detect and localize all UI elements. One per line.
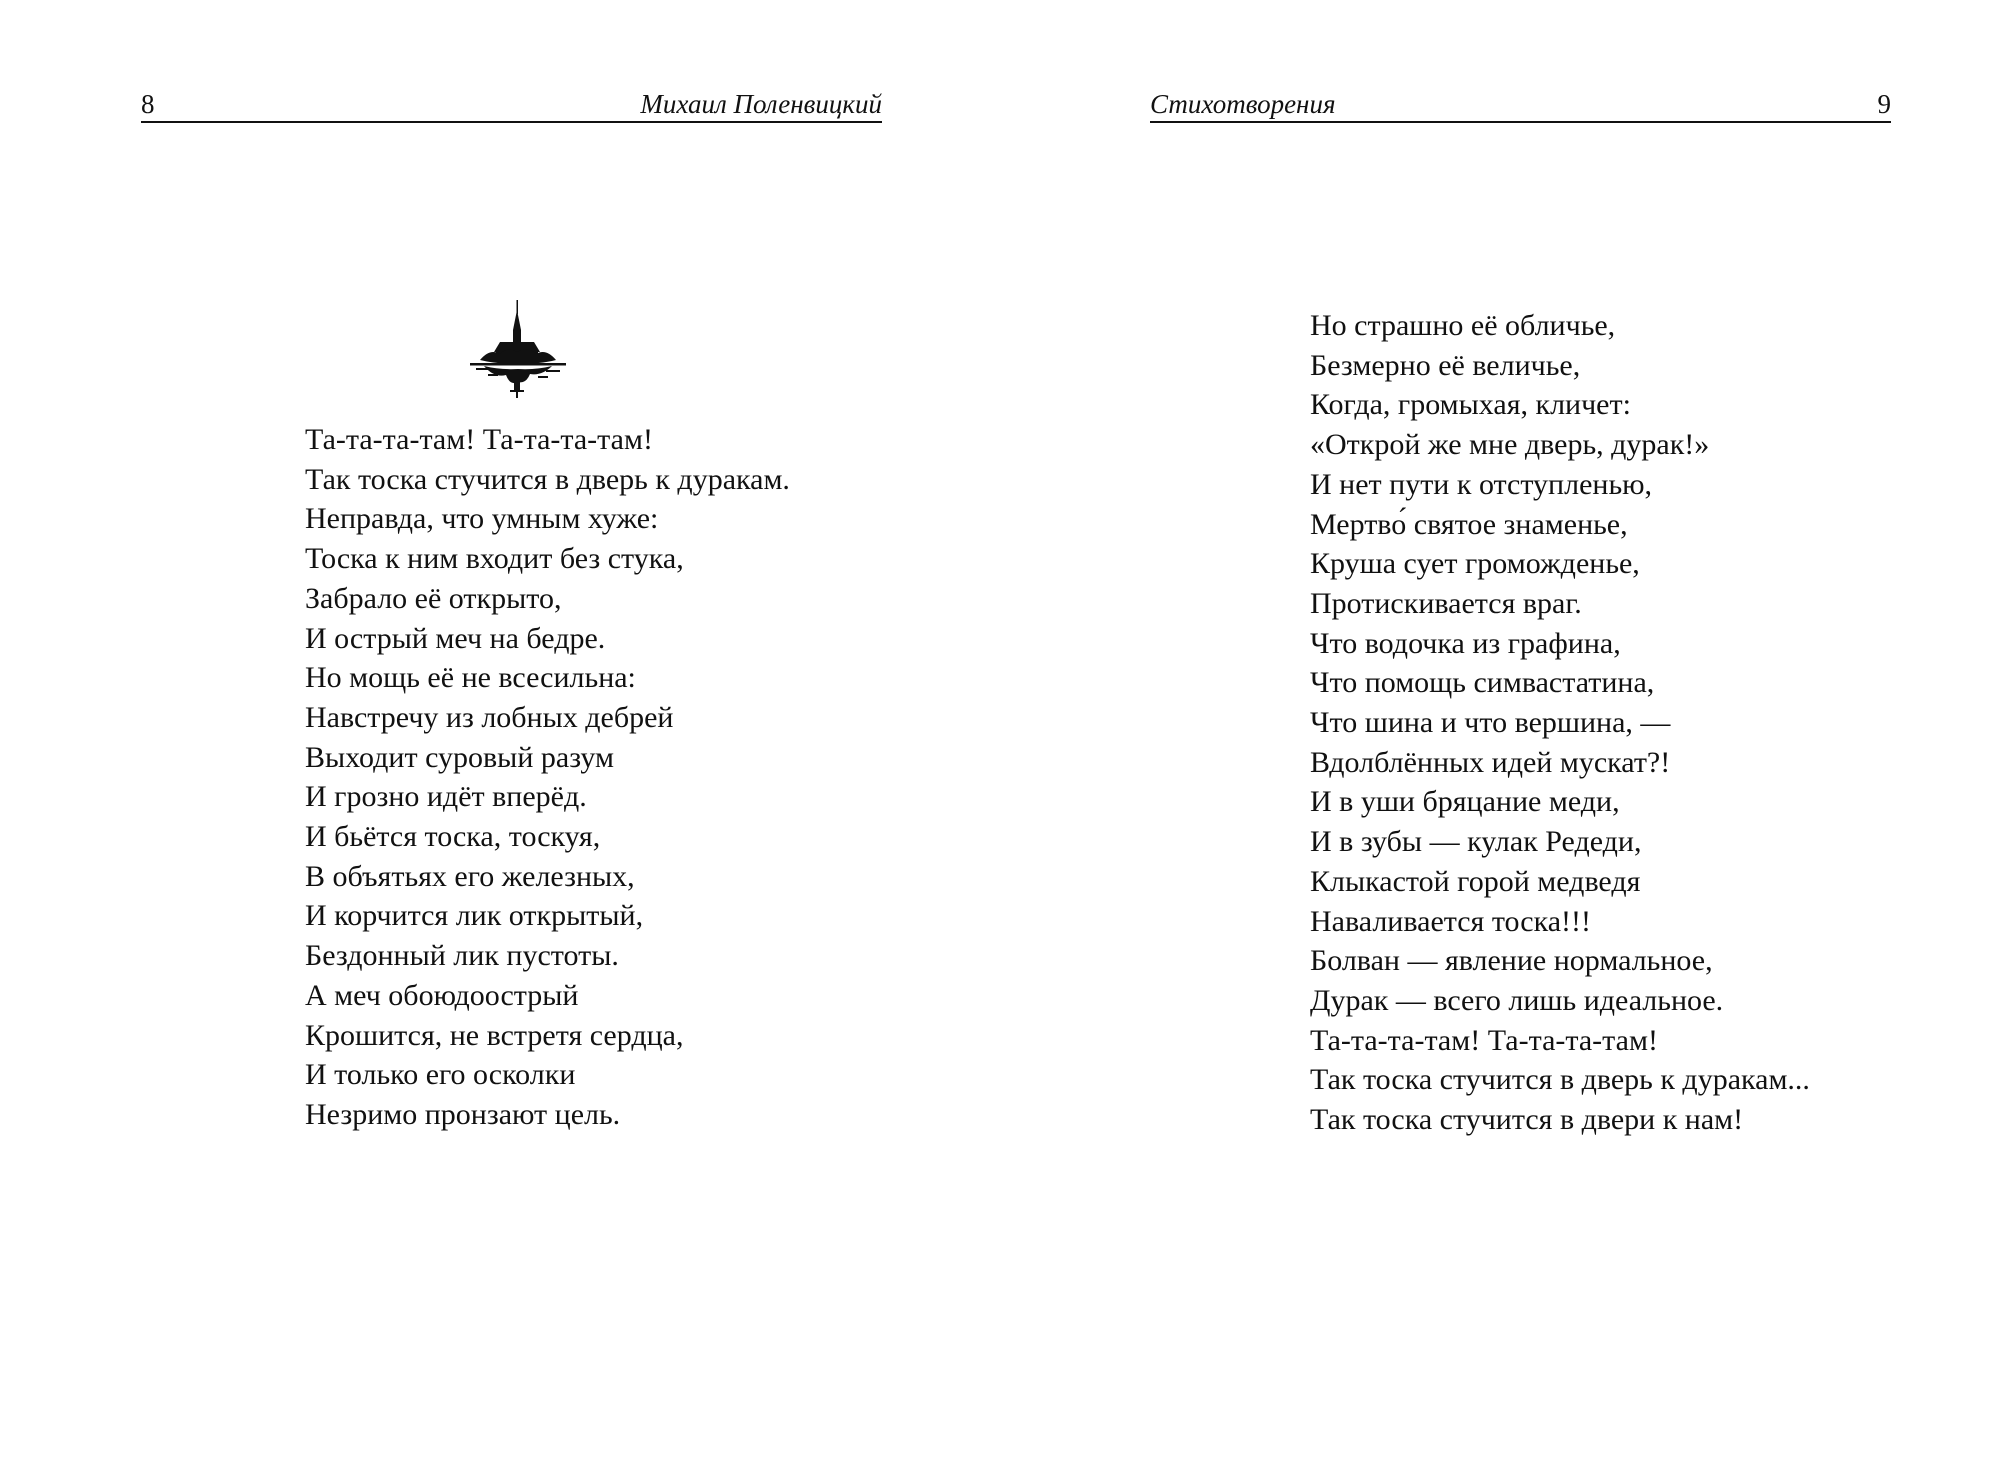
author-name: Михаил Поленвицкий: [640, 89, 882, 119]
poem-line: Что помощь симвастатина,: [1310, 666, 1655, 700]
poem-line: Неправда, что умным хуже:: [305, 502, 659, 536]
poem-line: И только его осколки: [305, 1058, 576, 1092]
poem-line: Клыкастой горой медведя: [1310, 864, 1641, 898]
poem-line: Мертво́ святое знаменье,: [1310, 507, 1628, 541]
header-rule: [1150, 121, 1891, 123]
header-rule: [141, 121, 882, 123]
poem-line: Навстречу из лобных дебрей: [305, 700, 674, 734]
poem-line: И бьётся тоска, тоскуя,: [305, 820, 601, 854]
left-running-head: [141, 86, 882, 122]
poem-line: В объятьях его железных,: [305, 859, 635, 893]
poem-line: Крошится, не встретя сердца,: [305, 1018, 684, 1052]
poem-line: Та-та-та-там! Та-та-та-там!: [1310, 1023, 1658, 1057]
poem-line: «Открой же мне дверь, дурак!»: [1310, 428, 1710, 462]
poem-line: Болван — явление нормальное,: [1310, 944, 1713, 978]
poem-line: Безмерно её величье,: [1310, 348, 1581, 382]
poem-line: Круша сует громожденье,: [1310, 547, 1640, 581]
poem-text-right: [1310, 306, 1810, 1140]
poem-line: Когда, громыхая, кличет:: [1310, 388, 1631, 422]
poem-line: Так тоска стучится в дверь к дуракам...: [1310, 1063, 1810, 1097]
poem-line: Наваливается тоска!!!: [1310, 904, 1592, 938]
poem-line: И в уши бряцание меди,: [1310, 785, 1620, 819]
poem-line: Вдолблённых идей мускат?!: [1310, 745, 1671, 779]
poem-line: И грозно идёт вперёд.: [305, 780, 587, 814]
book-title: Стихотворения: [1150, 89, 1336, 119]
poem-line: Но страшно её обличье,: [1310, 309, 1616, 342]
poem-line: Выходит суровый разум: [305, 740, 615, 774]
poem-line: И нет пути к отступленью,: [1310, 467, 1653, 501]
poem-line: Что водочка из графина,: [1310, 626, 1621, 660]
poem-line: А меч обоюдоострый: [305, 978, 579, 1012]
poem-line: Но мощь её не всесильна:: [305, 661, 636, 695]
right-running-head: [1150, 86, 1891, 122]
poem-line: Тоска к ним входит без стука,: [305, 542, 684, 576]
poem-line: Бездонный лик пустоты.: [305, 939, 619, 973]
poem-line: Та-та-та-там! Та-та-та-там!: [305, 423, 653, 456]
poem-line: Что шина и что вершина, —: [1310, 706, 1671, 740]
poem-line: Забрало её открыто,: [305, 581, 562, 615]
poem-line: Так тоска стучится в двери к нам!: [1310, 1103, 1744, 1137]
poem-line: Так тоска стучится в дверь к дуракам.: [305, 462, 790, 496]
page-number: 9: [1877, 89, 1891, 119]
poem-line: И острый меч на бедре.: [305, 621, 606, 655]
church-silhouette-icon: [470, 300, 566, 400]
right-page: [1000, 0, 2000, 1479]
poem-line: Дурак — всего лишь идеальное.: [1310, 983, 1724, 1017]
poem-line: Незримо пронзают цель.: [305, 1097, 621, 1131]
poem-line: И в зубы — кулак Редеди,: [1310, 825, 1642, 859]
poem-text-left: [305, 420, 790, 1135]
page-number: 8: [141, 89, 155, 119]
poem-line: Протискивается враг.: [1310, 586, 1582, 620]
poem-line: И корчится лик открытый,: [305, 899, 644, 933]
